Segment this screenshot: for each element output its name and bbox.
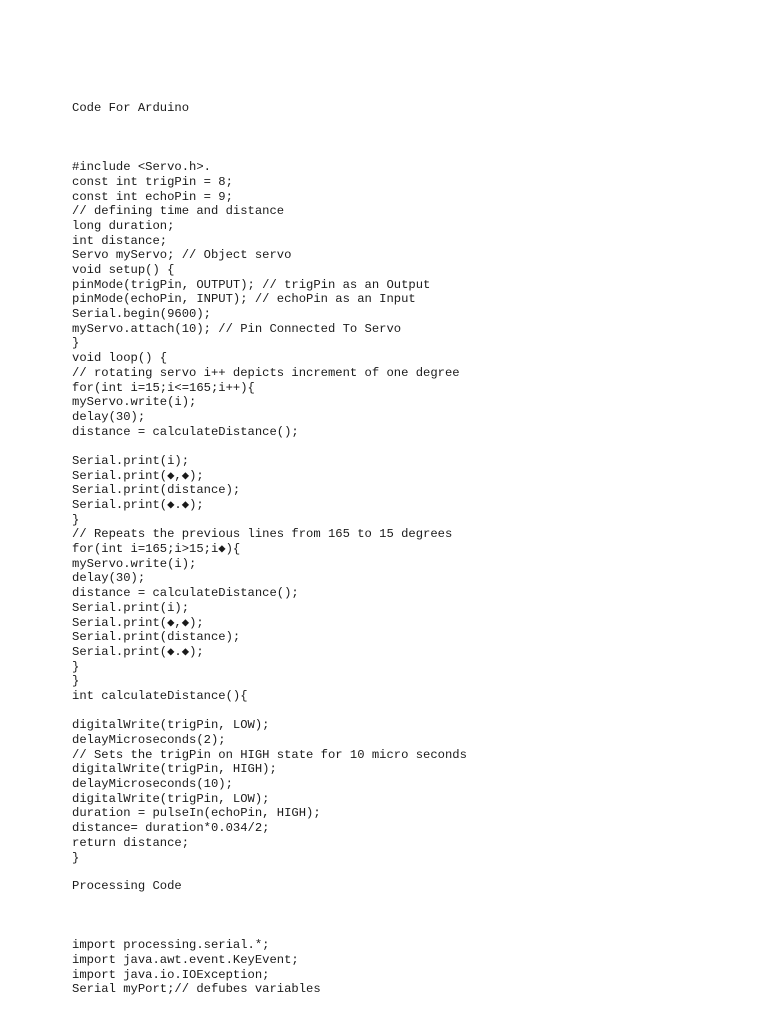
code-line: pinMode(echoPin, INPUT); // echoPin as an Input <box>72 292 416 307</box>
arduino-code-lines <box>72 146 467 866</box>
code-line: duration = pulseIn(echoPin, HIGH); <box>72 806 321 821</box>
code-line: // Repeats the previous lines from 165 to 15 degrees <box>72 527 453 542</box>
code-line: myServo.attach(10); // Pin Connected To Servo <box>72 321 402 336</box>
code-line: } <box>72 850 80 865</box>
code-line: delayMicroseconds(10); <box>72 777 233 792</box>
arduino-code-section <box>72 72 467 895</box>
code-line: delay(30); <box>72 571 146 586</box>
code-line: Servo myServo; // Object servo <box>72 248 292 263</box>
code-line: long duration; <box>72 218 175 233</box>
code-line: Serial.print(◆,◆); <box>72 615 204 630</box>
code-line: delayMicroseconds(2); <box>72 733 226 747</box>
code-line: return distance; <box>72 835 190 850</box>
code-line: void setup() { <box>72 263 175 277</box>
code-line <box>72 924 321 939</box>
code-line: } <box>72 659 80 674</box>
code-line: digitalWrite(trigPin, LOW); <box>72 718 270 733</box>
code-line: myServo.write(i); <box>72 395 197 410</box>
code-line: #include <Servo.h>. <box>72 160 211 175</box>
code-line <box>72 704 467 719</box>
code-line: Serial.begin(9600); <box>72 307 211 322</box>
code-line: import processing.serial.*; <box>72 938 270 953</box>
arduino-heading: Code For Arduino <box>72 101 190 116</box>
code-line: Serial.print(◆.◆); <box>72 644 204 659</box>
code-line: myServo.write(i); <box>72 556 197 571</box>
processing-heading: Processing Code <box>72 879 182 894</box>
code-line: digitalWrite(trigPin, LOW); <box>72 791 270 806</box>
code-line: const int trigPin = 8; <box>72 174 233 189</box>
code-line: Serial myPort;// defubes variables <box>72 982 321 997</box>
code-line: distance = calculateDistance(); <box>72 424 299 439</box>
processing-code-lines <box>72 924 321 997</box>
code-line <box>72 146 467 161</box>
code-line: for(int i=15;i<=165;i++){ <box>72 380 255 395</box>
processing-code-section <box>72 850 321 1026</box>
code-line: delay(30); <box>72 409 146 424</box>
code-line: distance = calculateDistance(); <box>72 586 299 601</box>
code-line: Serial.print(◆,◆); <box>72 468 204 483</box>
code-line: } <box>72 674 80 689</box>
code-line: for(int i=165;i>15;i◆){ <box>72 542 241 557</box>
code-line: import java.awt.event.KeyEvent; <box>72 952 299 967</box>
code-line: Serial.print(◆.◆); <box>72 498 204 512</box>
code-line: void loop() { <box>72 351 168 366</box>
code-line: // defining time and distance <box>72 204 285 219</box>
code-line: int distance; <box>72 233 168 248</box>
code-line: Serial.print(distance); <box>72 630 241 645</box>
code-line: Serial.print(i); <box>72 600 190 615</box>
code-line: // Sets the trigPin on HIGH state for 10 micro seconds <box>72 747 467 762</box>
code-line: const int echoPin = 9; <box>72 189 233 204</box>
code-line: pinMode(trigPin, OUTPUT); // trigPin as an Output <box>72 277 431 292</box>
code-line: distance= duration*0.034/2; <box>72 821 270 836</box>
code-line: } <box>72 512 80 527</box>
code-line: } <box>72 336 80 351</box>
code-line: // rotating servo i++ depicts increment of one degree <box>72 365 460 380</box>
code-line: Serial.print(i); <box>72 453 190 468</box>
code-line: import java.io.IOException; <box>72 967 270 982</box>
code-line: Serial.print(distance); <box>72 483 241 498</box>
code-line: digitalWrite(trigPin, HIGH); <box>72 762 277 777</box>
code-line: int calculateDistance(){ <box>72 688 248 703</box>
code-line <box>72 439 467 454</box>
